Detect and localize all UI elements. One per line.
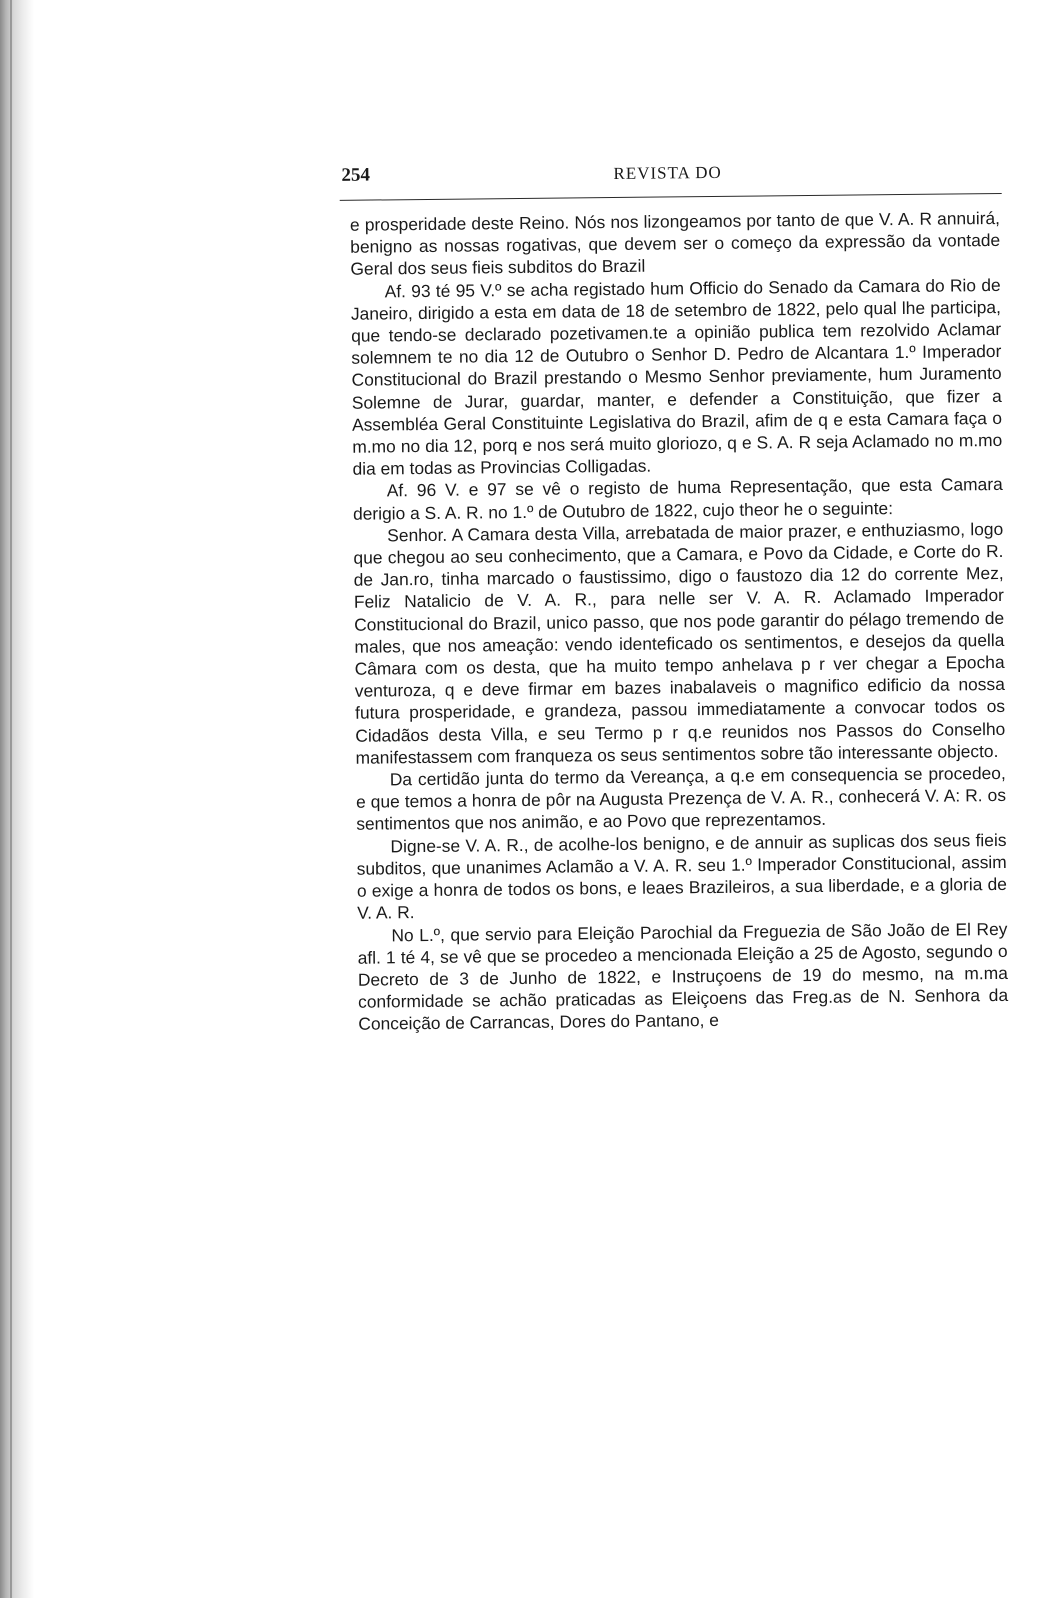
header-rule bbox=[340, 193, 1002, 201]
paragraph: Digne-se V. A. R., de acolhe-los benigno, e de annuir as suplicas dos seus fieis subditos, que unanimes Aclamão a V. A. R. seu 1.º Imperador Constitucional, assim o exige a honra de todos os bons, e leaes Brazileiros, a sua liberdade, e a gloria de V. A. R. bbox=[356, 829, 1008, 924]
paragraph: No L.º, que servio para Eleição Parochial da Freguezia de São João de El Rey afl. 1 té 4, se vê que se procedeo a mencionada Eleição a 25 de Agosto, segundo o Decreto de 3 de Junho de 1822, e Instruçoens de 19 do mesmo, na m.ma conformidade se achão praticadas as Eleiçoens das Freg.as de N. Senhora da Conceição de Carrancas, Dores do Pantano, e bbox=[357, 918, 1009, 1035]
body-text bbox=[350, 207, 1009, 1035]
page-number: 254 bbox=[341, 164, 371, 186]
paragraph: e prosperidade deste Reino. Nós nos lizongeamos por tanto de que V. A. R annuirá, benigno as nossas rogativas, que devem ser o começo da expressão da vontade Geral dos seus fieis subditos do Brazil bbox=[349, 207, 1001, 280]
running-title: REVISTA DO bbox=[613, 162, 722, 184]
paragraph: Senhor. A Camara desta Villa, arrebatada de maior prazer, e enthuziasmo, logo que chegou ao seu conhecimento, que a Camara, e Povo da Cidade, e Corte do R. de Jan.ro, tinha marcado o faustissimo, digo o faustozo dia 12 do corrente Mez, Feliz Natalicio de V. A. R., para nelle ser V. A. R. Aclamado Imperador Constitucional do Brazil, unico passo, que nos pode garantir do pélago tremendo de males, que nos ameação: vendo identeficado os sentimentos, e desejos da quella Câmara com os desta, que ha muito tempo anhelava p r ver chegar a Epocha venturoza, q e deve firmar em bazes inabalaveis o magnifico edificio da nossa futura prosperidade, e grandeza, passou immediatamente a convocar todos os Cidadãos desta Villa, e seu Termo p r q.e reunidos nos Passos do Conselho manifestassem com franqueza os seus sentimentos sobre tão interessante objecto. bbox=[353, 518, 1006, 768]
page-header bbox=[341, 158, 1001, 193]
paragraph: Da certidão junta do termo da Vereança, a q.e em consequencia se procedeo, e que temos a honra de pôr na Augusta Prezença de V. A. R., conhecerá V. A: R. os sentimentos que nos animão, e ao Povo que reprezentamos. bbox=[355, 763, 1007, 835]
paragraph: Af. 93 té 95 V.º se acha registado hum Officio do Senado da Camara do Rio de Janeiro, dirigido a esta em data de 18 de setembro de 1822, pelo qual lhe participa, que tendo-se declarado pozetivamen.te a opinião publica tem rezolvido Aclamar solemnem te no dia 12 de Outubro o Senhor D. Pedro de Alcantara 1.º Imperador Constitucional do Brazil prestando o Mesmo Senhor previamente, hum Juramento Solemne de Jurar, guardar, manter, e defender a Constituição, que fizer a Assembléa Geral Constituinte Legislativa do Brazil, afim de q e esta Camara faça o m.mo no dia 12, porq e nos será muito gloriozo, q e S. A. R seja Aclamado no m.mo dia em todas as Provincias Colligadas. bbox=[350, 274, 1003, 479]
paragraph: Af. 96 V. e 97 se vê o registo de huma Representação, que esta Camara derigio a S. A. R. no 1.º de Outubro de 1822, cujo theor he o seguinte: bbox=[352, 474, 1003, 524]
